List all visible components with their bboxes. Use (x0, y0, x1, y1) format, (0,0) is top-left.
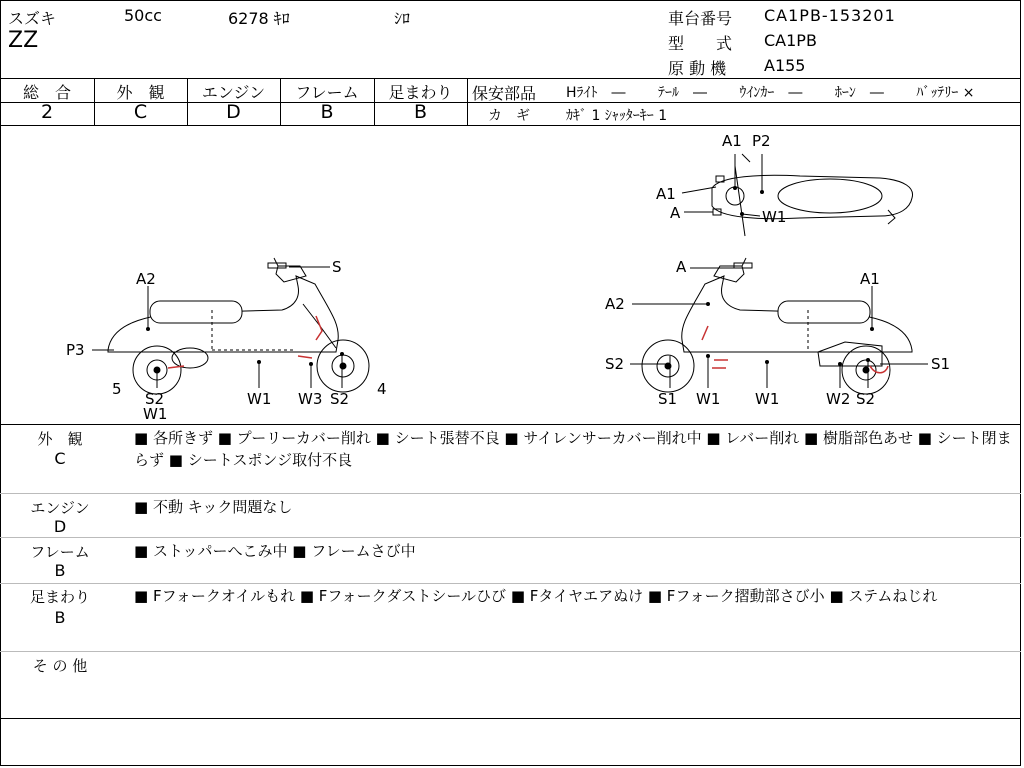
rating-grade-exterior: C (133, 101, 148, 123)
scooter-top-view (712, 154, 913, 236)
diagram-label: W1 (762, 208, 787, 226)
section-text-suspension: ■ Fフォークオイルもれ ■ Fフォークダストシールひび ■ Fタイヤエアぬけ ■ Fフォーク摺動部さび小 ■ ステムねじれ (134, 587, 938, 605)
section-grade-exterior: C (54, 449, 66, 468)
section-text-exterior: ■ 各所きず ■ プーリーカバー削れ ■ シート張替不良 ■ サイレンサーカバー削れ中 ■ レバー削れ ■ 樹脂部色あせ ■ シート閉まらず ■ シートスポンジ取付不良 (134, 429, 1012, 469)
rule (0, 424, 1021, 425)
damage-diagram (0, 126, 1021, 424)
diagram-label: S2 (145, 390, 165, 408)
diagram-label: S2 (330, 390, 350, 408)
type-value: CA1PB (764, 31, 817, 50)
diagram-label: S2 (856, 390, 876, 408)
rating-label-overall: 総 合 (22, 83, 71, 102)
rating-grade-engine: D (226, 101, 241, 123)
section-label-suspension: 足まわり (29, 588, 90, 606)
maker: スズキ (8, 9, 57, 28)
color: ｼﾛ (394, 9, 411, 28)
diagram-label: A1 (722, 132, 742, 150)
diagram-label: 4 (377, 380, 387, 398)
rating-grade-suspension: B (413, 101, 428, 123)
key-value: ｶｷﾞ 1 ｼｬｯﾀｰｷｰ 1 (566, 108, 668, 124)
rating-grade-overall: 2 (40, 101, 54, 123)
frame-no: CA1PB-153201 (764, 6, 896, 25)
key-label: カ ギ (488, 108, 530, 124)
diagram-label: A (670, 204, 681, 222)
diagram-label: S1 (658, 390, 678, 408)
rating-label-engine: エンジン (201, 83, 266, 102)
section-grade-frame: B (54, 561, 66, 580)
section-grade-engine: D (53, 517, 67, 536)
rule (0, 493, 1021, 494)
diagram-label: S1 (931, 355, 951, 373)
diagram-label: A (676, 258, 687, 276)
model-name: ZZ (8, 28, 39, 53)
diagram-label: W2 (826, 390, 851, 408)
diagram-label: 5 (112, 380, 122, 398)
diagram-label: A1 (656, 185, 676, 203)
engine-label: 原 動 機 (668, 59, 727, 78)
frame-no-label: 車台番号 (668, 9, 733, 28)
type-label: 型 式 (668, 34, 733, 53)
rule (0, 583, 1021, 584)
section-text-frame: ■ ストッパーへこみ中 ■ フレームさび中 (134, 542, 416, 560)
rule (0, 651, 1021, 652)
mileage: 6278 ｷﾛ (228, 9, 290, 28)
diagram-label: P2 (752, 132, 771, 150)
rule (467, 102, 1021, 103)
diagram-label: W1 (696, 390, 721, 408)
rating-label-suspension: 足まわり (388, 83, 453, 102)
rule (0, 718, 1021, 719)
diagram-label: A2 (136, 270, 156, 288)
safety-label: 保安部品 (472, 84, 537, 103)
section-label-frame: フレーム (30, 543, 90, 561)
diagram-label: P3 (66, 341, 85, 359)
displacement: 50cc (124, 6, 162, 25)
diagram-label: A2 (605, 295, 625, 313)
diagram-label: W3 (298, 390, 323, 408)
section-label-exterior: 外 観 (37, 430, 83, 448)
section-label-engine: エンジン (30, 499, 90, 517)
rule (0, 78, 1021, 79)
rating-label-exterior: 外 観 (116, 83, 165, 102)
safety-items: Hﾗｲﾄ ― ﾃｰﾙ ― ｳｲﾝｶｰ ― ﾎｰﾝ ― ﾊﾞｯﾃﾘｰ × (566, 85, 975, 101)
rating-grade-frame: B (320, 101, 334, 123)
rule (0, 537, 1021, 538)
diagram-label: A1 (860, 270, 880, 288)
diagram-label: S2 (605, 355, 625, 373)
engine-value: A155 (764, 56, 806, 75)
diagram-label: W1 (247, 390, 272, 408)
diagram-label: S (332, 258, 342, 276)
diagram-label: W1 (143, 405, 168, 423)
diagram-label: W1 (755, 390, 780, 408)
section-grade-suspension: B (54, 608, 66, 627)
rule (467, 78, 468, 125)
section-text-engine: ■ 不動 キック問題なし (134, 498, 293, 516)
rating-label-frame: フレーム (295, 83, 359, 102)
section-label-other: そ の 他 (32, 657, 88, 675)
